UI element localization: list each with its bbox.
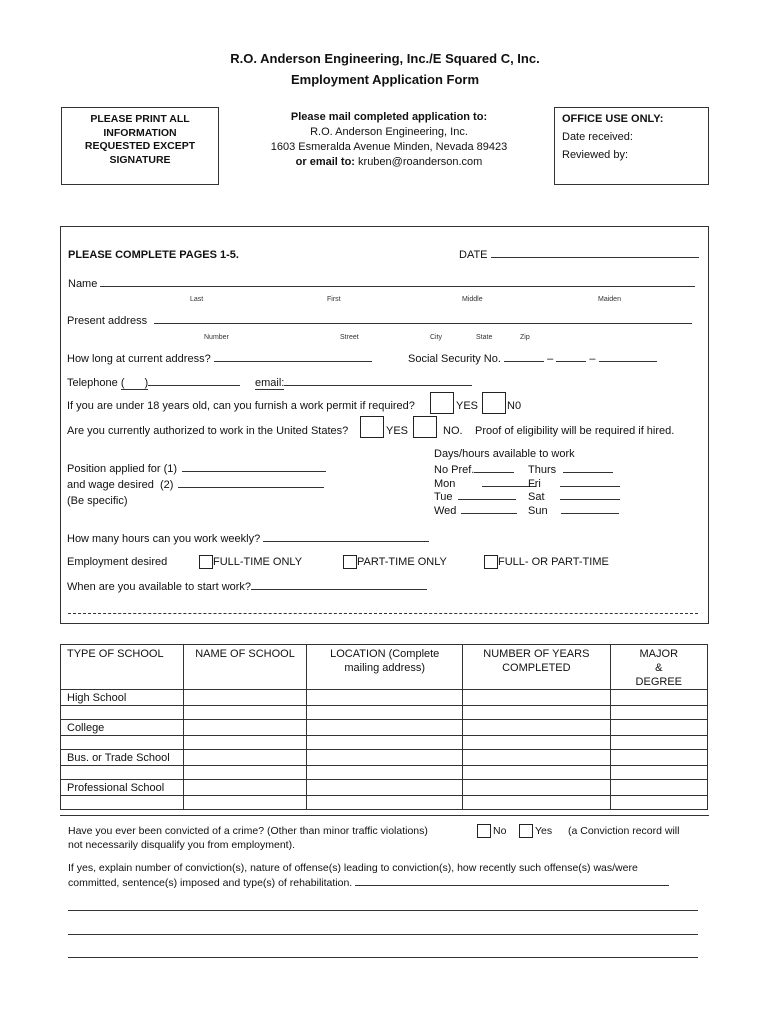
wage-label: and wage desired [67, 479, 154, 491]
school-type-cell: High School [61, 690, 184, 706]
day-thurs-field[interactable] [563, 472, 613, 473]
crime-explain-line-3[interactable] [68, 934, 698, 935]
mail-line2: R.O. Anderson Engineering, Inc. [310, 126, 468, 138]
table-row[interactable] [61, 736, 708, 750]
authorized-yes-checkbox[interactable] [360, 416, 384, 438]
header-name-of-school: NAME OF SCHOOL [183, 645, 307, 690]
mail-email-line [234, 155, 544, 170]
day-mon-label: Mon [434, 477, 456, 490]
table-row[interactable] [61, 706, 708, 720]
reviewed-by-label: Reviewed by: [562, 149, 629, 161]
applicant-email-label: email: [255, 377, 285, 389]
ssn-dash-2: – [589, 353, 596, 365]
crime-explain-line-4[interactable] [68, 957, 698, 958]
crime-yes-label: Yes [535, 825, 553, 837]
authorized-question: Are you currently authorized to work in the United States? [67, 425, 349, 437]
day-sat-field[interactable] [560, 499, 620, 500]
telephone-row [67, 377, 240, 390]
complete-pages-notice: PLEASE COMPLETE PAGES 1-5. [68, 249, 239, 261]
address-label: Present address [67, 315, 148, 327]
full-time-checkbox[interactable] [199, 555, 213, 569]
address-number-label: Number [204, 334, 229, 341]
day-sat-label: Sat [528, 491, 545, 503]
print-notice-text: PLEASE PRINT ALL INFORMATION REQUESTED EXCEPT SIGNATURE [84, 113, 196, 166]
start-extra-line[interactable] [68, 613, 698, 614]
date-received-label: Date received: [562, 131, 633, 143]
telephone-open-paren: ( [120, 377, 125, 389]
employment-desired-label: Employment desired [67, 556, 168, 568]
name-middle-label: Middle [462, 296, 483, 303]
under18-no-checkbox[interactable] [482, 392, 506, 414]
full-time-label: FULL-TIME ONLY [213, 556, 303, 568]
mail-instructions [234, 110, 544, 170]
table-row[interactable] [61, 766, 708, 780]
under18-question: If you are under 18 years old, can you furnish a work permit if required? [67, 400, 415, 412]
school-type-cell: College [61, 720, 184, 736]
position-2-field[interactable] [178, 487, 324, 488]
name-first-label: First [327, 296, 341, 303]
crime-explain-1: If yes, explain number of conviction(s), nature of offense(s) leading to conviction(s), how recently such offense(s) was/were [68, 862, 638, 874]
crime-note-1: (a Conviction record will [568, 825, 680, 837]
how-long-row [67, 353, 372, 365]
position-row-1 [67, 461, 326, 477]
date-label: DATE [459, 249, 488, 261]
position-1-marker: (1) [163, 463, 178, 475]
day-sat [528, 491, 620, 505]
day-tue-label: Tue [434, 491, 453, 503]
crime-explain-2: committed, sentence(s) imposed and type(s) of rehabilitation. [68, 877, 353, 889]
header-major-degree: MAJOR & DEGREE [610, 645, 707, 690]
full-or-part-label: FULL- OR PART-TIME [498, 556, 609, 568]
hours-question: How many hours can you work weekly? [67, 533, 261, 545]
crime-explain-line-2[interactable] [68, 910, 698, 911]
start-question: When are you available to start work? [67, 581, 252, 593]
ssn-label: Social Security No. [408, 353, 501, 365]
part-time-checkbox[interactable] [343, 555, 357, 569]
table-row[interactable] [61, 750, 708, 766]
telephone-field[interactable] [148, 385, 240, 386]
day-thurs-label: Thurs [528, 464, 557, 476]
name-last-label: Last [190, 296, 204, 303]
day-fri [528, 478, 620, 492]
position-2-marker: (2) [159, 479, 174, 491]
day-sun-label: Sun [528, 504, 548, 517]
mail-line1: Please mail completed application to: [290, 111, 488, 123]
day-mon [434, 478, 536, 492]
be-specific-note: (Be specific) [67, 495, 128, 507]
crime-no-label: No [493, 825, 507, 837]
school-type-cell: Professional School [61, 780, 184, 796]
crime-yes-checkbox[interactable] [519, 824, 533, 838]
start-row [67, 581, 427, 593]
applicant-email-field[interactable] [284, 385, 472, 386]
days-left-column [434, 464, 536, 518]
ssn-dash-1: – [547, 353, 554, 365]
part-time-label: PART-TIME ONLY [357, 556, 447, 568]
days-title: Days/hours available to work [434, 448, 575, 460]
address-state-label: State [476, 334, 493, 341]
hours-field[interactable] [263, 541, 429, 542]
name-maiden-label: Maiden [598, 296, 621, 303]
area-code-field[interactable] [121, 377, 148, 390]
email-address[interactable]: kruben@roanderson.com [358, 156, 483, 168]
day-no-pref [434, 464, 536, 478]
address-city-label: City [430, 334, 443, 341]
table-row[interactable] [61, 690, 708, 706]
address-row [67, 315, 692, 327]
position-block [67, 461, 326, 509]
header-years-completed: NUMBER OF YEARS COMPLETED [463, 645, 610, 690]
under18-no-label: N0 [507, 400, 522, 412]
print-notice-box [61, 107, 219, 185]
header-location: LOCATION (Complete mailing address) [307, 645, 463, 690]
day-wed-label: Wed [434, 504, 457, 517]
start-field[interactable] [251, 589, 427, 590]
telephone-label: Telephone [67, 377, 118, 389]
eligibility-note: Proof of eligibility will be required if hired. [475, 425, 675, 437]
table-row[interactable] [61, 720, 708, 736]
authorized-no-label: NO. [443, 425, 463, 437]
position-row-2 [67, 477, 326, 493]
under18-yes-checkbox[interactable] [430, 392, 454, 414]
day-no-pref-field[interactable] [474, 472, 514, 473]
how-long-label: How long at current address? [67, 353, 211, 365]
day-thurs [528, 464, 620, 478]
education-header-row [61, 645, 708, 690]
telephone-close-paren: ) [144, 377, 149, 389]
form-title: Employment Application Form [290, 72, 480, 87]
crime-explain-field[interactable] [355, 885, 669, 886]
name-row [68, 278, 695, 290]
crime-question: Have you ever been convicted of a crime? (Other than minor traffic violations) [68, 825, 428, 837]
how-long-field[interactable] [214, 361, 372, 362]
day-wed [434, 505, 536, 519]
position-1-field[interactable] [182, 471, 326, 472]
header-type-of-school: TYPE OF SCHOOL [61, 645, 184, 690]
full-or-part-checkbox[interactable] [484, 555, 498, 569]
address-field[interactable] [154, 323, 692, 324]
under18-yes-label: YES [456, 400, 479, 412]
crime-no-checkbox[interactable] [477, 824, 491, 838]
mail-line3: 1603 Esmeralda Avenue Minden, Nevada 89423 [270, 141, 508, 153]
email-label: or email to: [295, 156, 355, 168]
school-type-cell: Bus. or Trade School [61, 750, 184, 766]
day-wed-field[interactable] [461, 513, 517, 514]
day-tue [434, 491, 536, 505]
day-fri-label: Fri [528, 477, 541, 490]
ssn-part2[interactable] [556, 361, 586, 362]
address-street-label: Street [340, 334, 359, 341]
days-right-column [528, 464, 620, 518]
day-sun-field[interactable] [561, 513, 619, 514]
company-name: R.O. Anderson Engineering, Inc./E Squared C, Inc. [230, 51, 540, 66]
date-field[interactable] [491, 257, 699, 258]
day-fri-field[interactable] [560, 486, 620, 487]
name-label: Name [68, 278, 98, 290]
office-use-box [554, 107, 709, 185]
day-sun [528, 505, 620, 519]
hours-row [67, 533, 429, 545]
authorized-no-checkbox[interactable] [413, 416, 437, 438]
position-label: Position applied for [67, 463, 161, 475]
address-zip-label: Zip [520, 334, 530, 341]
crime-explain-row [68, 877, 669, 889]
day-tue-field[interactable] [458, 499, 516, 500]
office-use-title: OFFICE USE ONLY: [562, 113, 664, 125]
ssn-row [408, 353, 657, 365]
applicant-email-row [255, 377, 472, 390]
education-table [60, 644, 708, 810]
authorized-yes-label: YES [386, 425, 409, 437]
crime-note-2: not necessarily disqualify you from employment). [68, 839, 296, 851]
ssn-part1[interactable] [504, 361, 544, 362]
date-row [459, 249, 699, 261]
name-field[interactable] [100, 286, 695, 287]
ssn-part3[interactable] [599, 361, 657, 362]
table-row[interactable] [61, 796, 708, 810]
crime-section-divider [60, 815, 709, 816]
table-row[interactable] [61, 780, 708, 796]
day-no-pref-label: No Pref. [434, 464, 475, 476]
